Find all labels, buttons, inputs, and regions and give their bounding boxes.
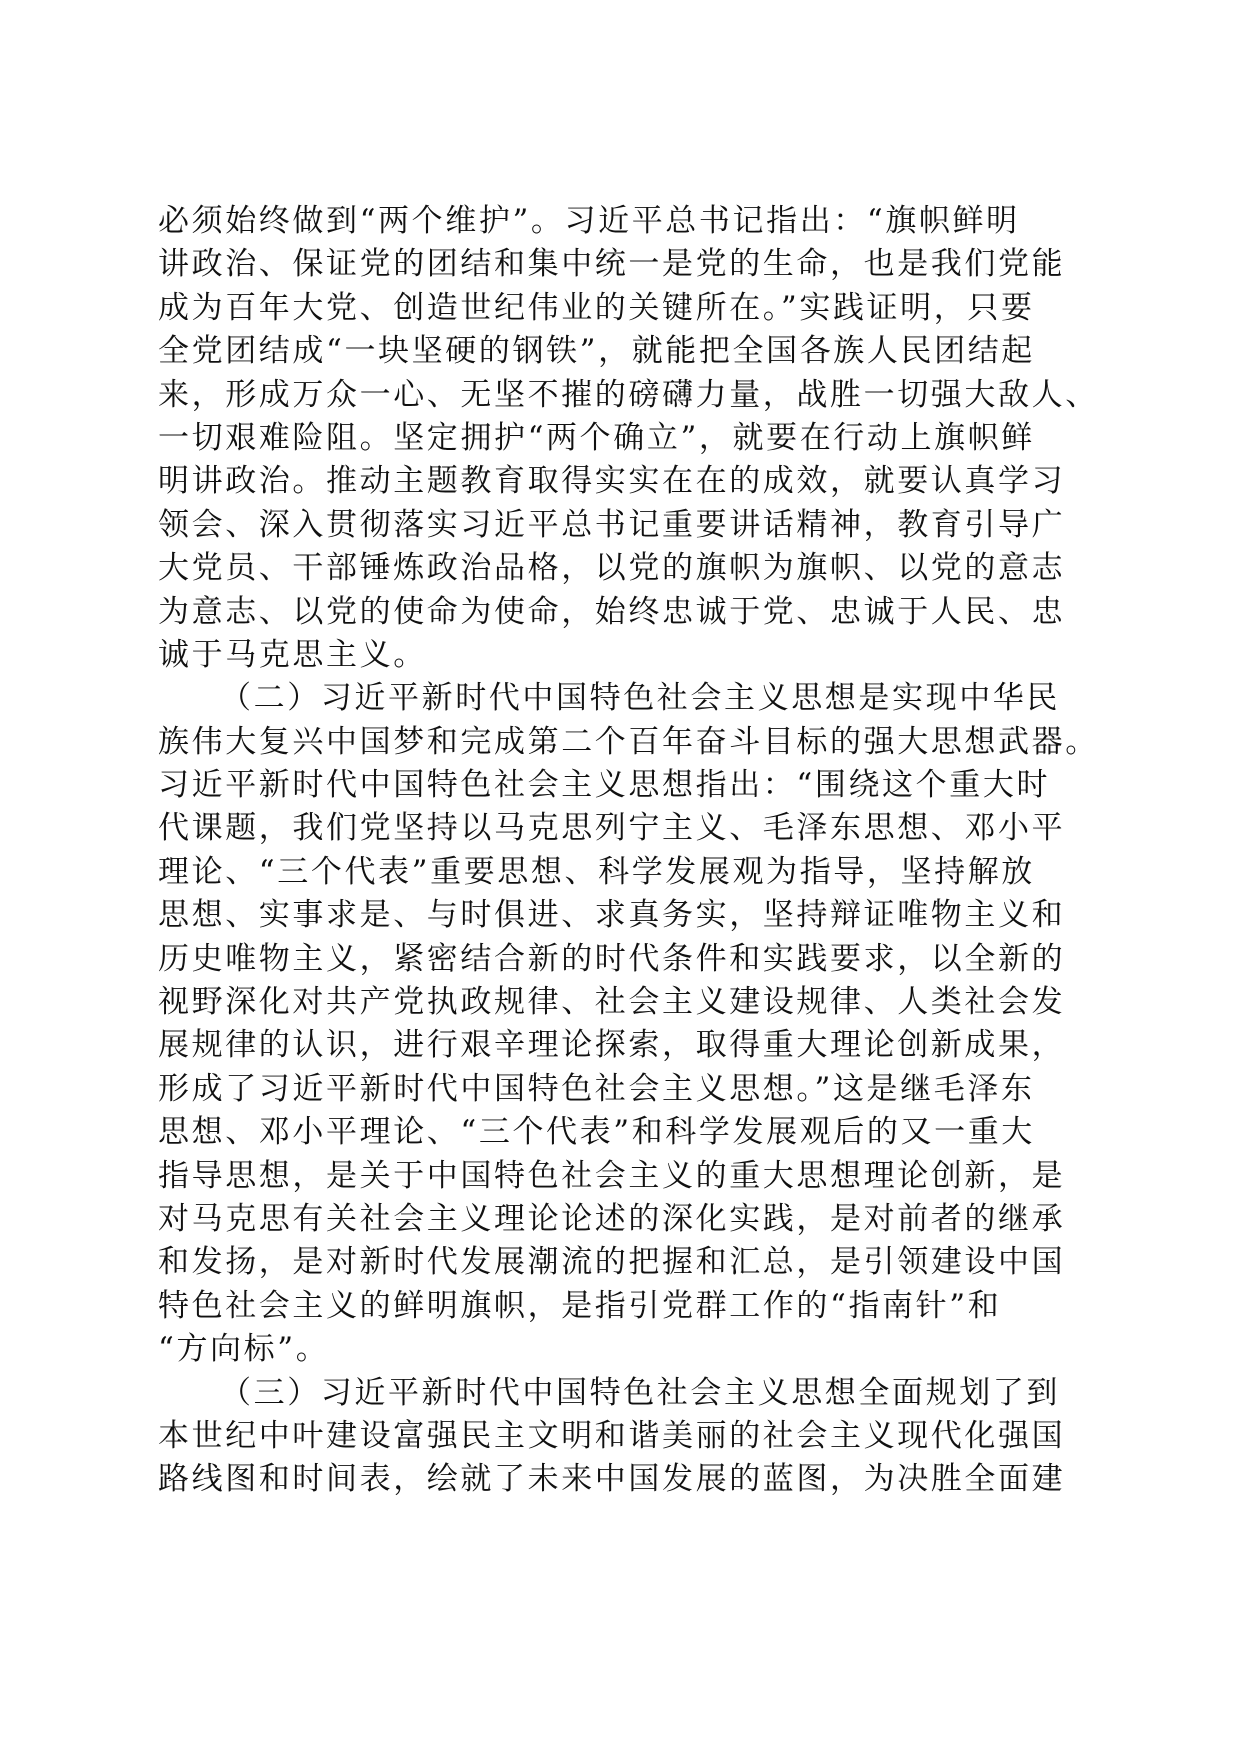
text-line: 视野深化对共产党执政规律、社会主义建设规律、人类社会发 — [158, 984, 1066, 1021]
text-line: 特色社会主义的鲜明旗帜，是指引党群工作的“指南针”和 — [158, 1287, 1002, 1324]
text-line: 成为百年大党、创造世纪伟业的关键所在。”实践证明，只要 — [158, 289, 1035, 326]
text-line: 理论、“三个代表”重要思想、科学发展观为指导，坚持解放 — [158, 853, 1035, 890]
text-line: 全党团结成“一块坚硬的钢铁”，就能把全国各族人民团结起 — [158, 333, 1035, 370]
text-line: 讲政治、保证党的团结和集中统一是党的生命，也是我们党能 — [158, 246, 1066, 283]
text-line: 明讲政治。推动主题教育取得实实在在的成效，就要认真学习 — [158, 463, 1066, 500]
text-line: 和发扬，是对新时代发展潮流的把握和汇总，是引领建设中国 — [158, 1244, 1066, 1281]
text-line: 展规律的认识，进行艰辛理论探索，取得重大理论创新成果， — [158, 1027, 1066, 1064]
text-line: 思想、实事求是、与时俱进、求真务实，坚持辩证唯物主义和 — [158, 897, 1066, 934]
text-line: 必须始终做到“两个维护”。习近平总书记指出：“旗帜鲜明 — [158, 203, 1020, 239]
text-line: 为意志、以党的使命为使命，始终忠诚于党、忠诚于人民、忠 — [158, 593, 1066, 630]
text-line: 本世纪中叶建设富强民主文明和谐美丽的社会主义现代化强国 — [158, 1417, 1066, 1454]
text-line: 对马克思有关社会主义理论论述的深化实践，是对前者的继承 — [158, 1200, 1066, 1237]
text-line: 历史唯物主义，紧密结合新的时代条件和实践要求，以全新的 — [158, 940, 1066, 977]
text-line: 形成了习近平新时代中国特色社会主义思想。”这是继毛泽东 — [158, 1070, 1035, 1107]
text-line: “方向标”。 — [158, 1331, 330, 1368]
text-line: 路线图和时间表，绘就了未来中国发展的蓝图，为决胜全面建 — [158, 1461, 1066, 1498]
text-line: 思想、邓小平理论、“三个代表”和科学发展观后的又一重大 — [158, 1114, 1035, 1151]
text-line: 代课题，我们党坚持以马克思列宁主义、毛泽东思想、邓小平 — [158, 810, 1066, 847]
text-line: 指导思想，是关于中国特色社会主义的重大思想理论创新，是 — [158, 1157, 1066, 1194]
text-line: 来，形成万众一心、无坚不摧的磅礴力量，战胜一切强大敌人、 — [158, 376, 1099, 413]
text-line: 族伟大复兴中国梦和完成第二个百年奋斗目标的强大思想武器。 — [158, 723, 1099, 760]
text-line: 大党员、干部锤炼政治品格，以党的旗帜为旗帜、以党的意志 — [158, 550, 1066, 587]
text-line: 一切艰难险阻。坚定拥护“两个确立”，就要在行动上旗帜鲜 — [158, 419, 1035, 456]
text-line: 领会、深入贯彻落实习近平总书记重要讲话精神，教育引导广 — [158, 506, 1066, 543]
paragraph-start-line: （三）习近平新时代中国特色社会主义思想全面规划了到 — [220, 1374, 1060, 1411]
body-text — [158, 200, 1099, 1502]
paragraph-start-line: （二）习近平新时代中国特色社会主义思想是实现中华民 — [220, 680, 1060, 717]
text-line: 习近平新时代中国特色社会主义思想指出：“围绕这个重大时 — [158, 767, 1051, 804]
text-line: 诚于马克思主义。 — [158, 636, 427, 673]
